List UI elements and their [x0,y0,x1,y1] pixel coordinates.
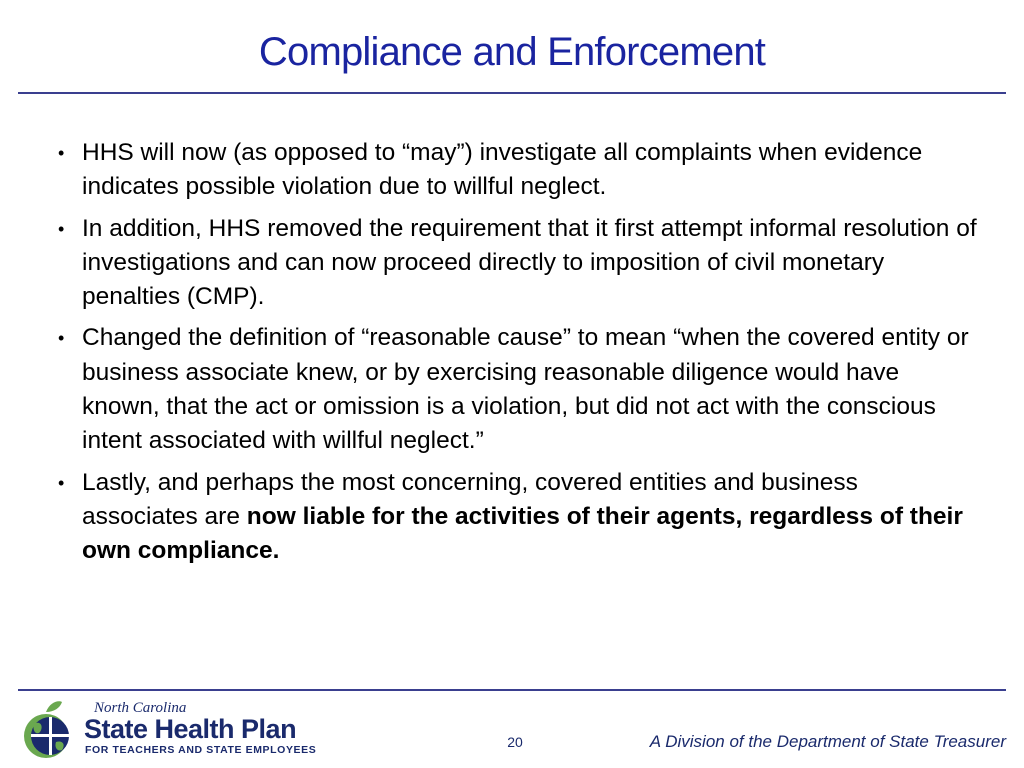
logo-state-name: North Carolina [94,700,187,716]
title-divider [18,92,1006,94]
bullet-text: HHS will now (as opposed to “may”) investigate all complaints when evidence indicates possible violation due to willful neglect. [82,139,923,201]
bullet-text-plain: Lastly, and perhaps the most concerning, covered entities and business associates are [82,468,858,530]
bullet-marker: • [58,143,65,163]
footer-divider [18,689,1006,691]
bullet-text-bold: now liable for the activities of their agents, regardless of their own compliance. [82,502,963,565]
bullet-text: In addition, HHS removed the requirement that it first attempt informal resolution of investigations and can now proceed directly to imposition of civil monetary penalties (CMP). [82,214,977,311]
bullet-item [58,321,978,458]
state-health-plan-logo [16,698,317,760]
bullet-text: Changed the definition of “reasonable cause” to mean “when the covered entity or business associate knew, or by exercising reasonable diligence would have known, that the act or omission is a violation, but did not act with the conscious intent associated with willful neglect.” [82,324,969,455]
bullet-item [58,466,978,569]
slide-title: Compliance and Enforcement [258,30,766,74]
division-text: A Division of the Department of State Treasurer [649,732,1006,751]
bullet-marker: • [58,328,65,349]
bullet-marker: • [58,218,65,239]
logo-tagline: FOR TEACHERS AND STATE EMPLOYEES [85,744,317,756]
bullet-list [58,136,978,576]
apple-globe-logo-icon [16,698,80,760]
bullet-marker: • [58,472,65,493]
page-number: 20 [507,734,523,750]
logo-plan-name: State Health Plan [84,714,297,744]
bullet-item [58,212,978,315]
bullet-item [58,136,978,205]
